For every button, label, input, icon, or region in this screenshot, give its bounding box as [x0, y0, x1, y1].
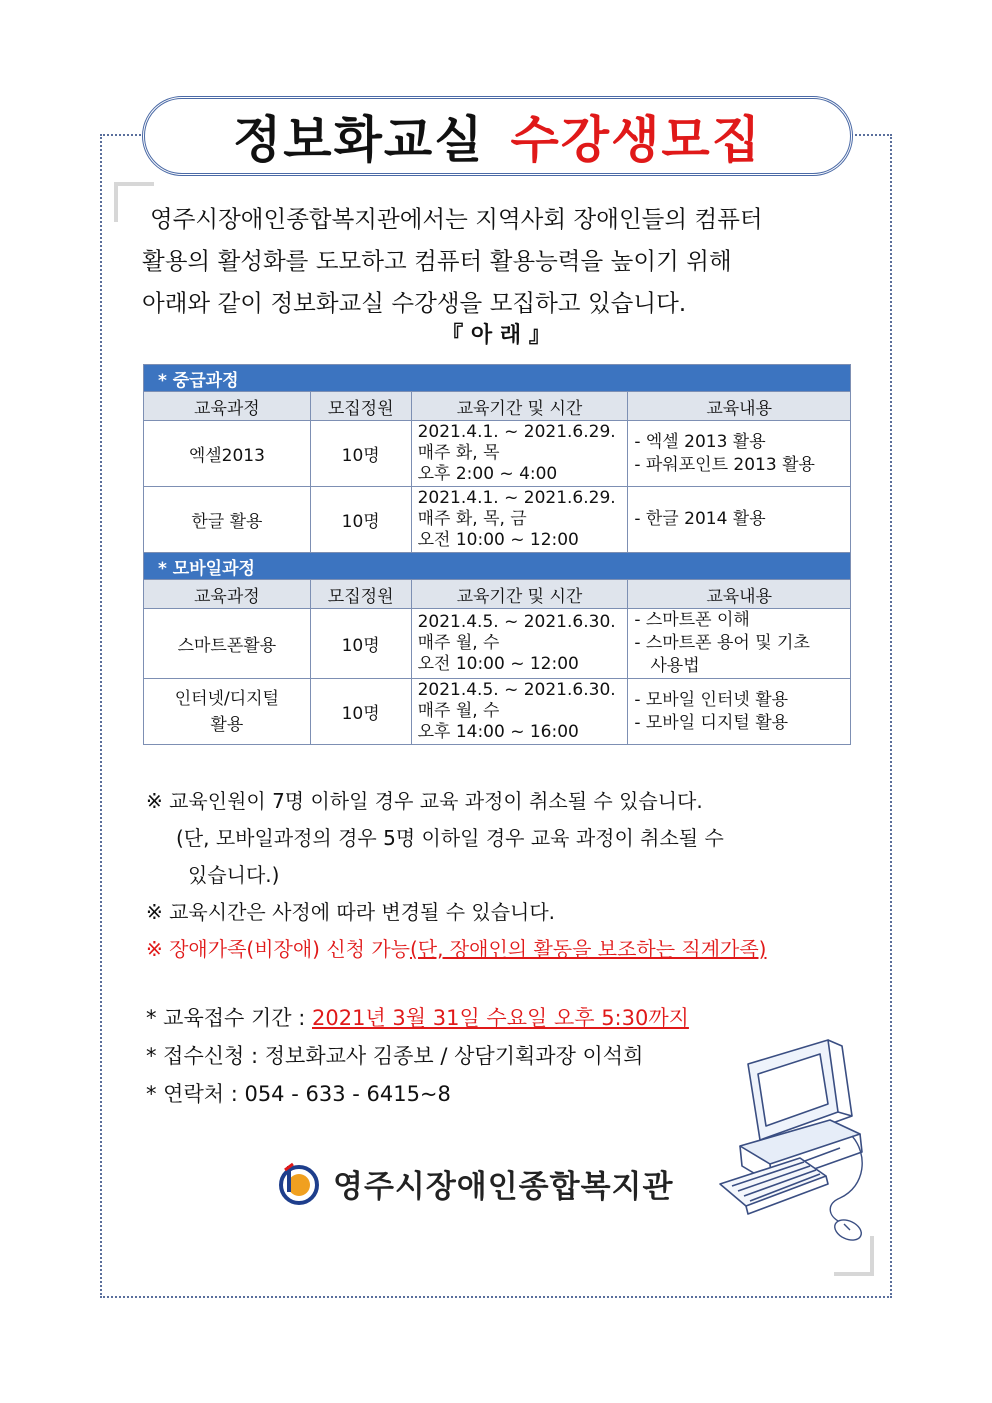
- computer-illustration: [700, 1016, 870, 1252]
- notes: [146, 783, 866, 968]
- note-line: ※ 교육인원이 7명 이하일 경우 교육 과정이 취소될 수 있습니다.: [146, 789, 703, 813]
- title-part2: 수강생모집: [510, 111, 762, 169]
- intro-line: 아래와 같이 정보화교실 수강생을 모집하고 있습니다.: [142, 289, 687, 317]
- section-header: * 중급과정: [144, 365, 851, 392]
- note-line: 있습니다.): [188, 863, 280, 887]
- col-header-content: 교육내용: [628, 580, 851, 609]
- table-row: [144, 679, 851, 745]
- course-name: 인터넷/디지털 활용: [144, 679, 311, 745]
- note-line: ※ 교육시간은 사정에 따라 변경될 수 있습니다.: [146, 900, 556, 924]
- application-info: [146, 999, 689, 1113]
- apply-period: * 교육접수 기간 : 2021년 3월 31일 수요일 오후 5:30까지: [146, 1006, 689, 1030]
- course-period: 2021.4.1. ~ 2021.6.29. 매주 화, 목, 금 오전 10:00 ~ 12:00: [411, 487, 628, 553]
- intro-line: 영주시장애인종합복지관에서는 지역사회 장애인들의 컴퓨터: [150, 205, 763, 233]
- course-content: - 엑셀 2013 활용 - 파워포인트 2013 활용: [628, 421, 851, 487]
- note-line-family: ※ 장애가족(비장애) 신청 가능(단, 장애인의 활동을 보조하는 직계가족): [146, 937, 767, 961]
- course-content: - 한글 2014 활용: [628, 487, 851, 553]
- intro-line: 활용의 활성화를 도모하고 컴퓨터 활용능력을 높이기 위해: [142, 247, 732, 275]
- course-table-intermediate: [143, 364, 851, 553]
- section-header: * 모바일과정: [144, 553, 851, 580]
- course-name: 한글 활용: [144, 487, 311, 553]
- title-banner: [142, 96, 853, 176]
- course-content: - 스마트폰 이해 - 스마트폰 용어 및 기초 사용법: [628, 609, 851, 679]
- course-period: 2021.4.1. ~ 2021.6.29. 매주 화, 목 오후 2:00 ~ 4:00: [411, 421, 628, 487]
- note-line: (단, 모바일과정의 경우 5명 이하일 경우 교육 과정이 취소될 수: [176, 826, 724, 850]
- course-period: 2021.4.5. ~ 2021.6.30. 매주 월, 수 오후 14:00 ~ 16:00: [411, 679, 628, 745]
- col-header-content: 교육내용: [628, 392, 851, 421]
- table-header-row: [144, 580, 851, 609]
- apply-contact-person: * 접수신청 : 정보화교사 김종보 / 상담기획과장 이석희: [146, 1044, 644, 1068]
- course-name: 스마트폰활용: [144, 609, 311, 679]
- table-row: [144, 487, 851, 553]
- org-name: 영주시장애인종합복지관: [333, 1168, 674, 1205]
- course-capacity: 10명: [310, 609, 411, 679]
- col-header-course: 교육과정: [144, 392, 311, 421]
- notice-heading: 『 아 래 』: [441, 323, 551, 348]
- course-capacity: 10명: [310, 487, 411, 553]
- intro-paragraph: [142, 198, 854, 324]
- col-header-course: 교육과정: [144, 580, 311, 609]
- course-table-mobile: [143, 552, 851, 745]
- table-header-row: [144, 392, 851, 421]
- col-header-capacity: 모집정원: [310, 580, 411, 609]
- title-part1: 정보화교실: [233, 111, 485, 169]
- course-content: - 모바일 인터넷 활용 - 모바일 디지털 활용: [628, 679, 851, 745]
- table-row: [144, 421, 851, 487]
- footer-organization: [277, 1160, 673, 1206]
- col-header-period: 교육기간 및 시간: [411, 392, 628, 421]
- course-name: 엑셀2013: [144, 421, 311, 487]
- col-header-period: 교육기간 및 시간: [411, 580, 628, 609]
- apply-phone: * 연락처 : 054 - 633 - 6415~8: [146, 1082, 451, 1106]
- org-logo-icon: [277, 1160, 321, 1206]
- col-header-capacity: 모집정원: [310, 392, 411, 421]
- course-capacity: 10명: [310, 679, 411, 745]
- table-row: [144, 609, 851, 679]
- course-period: 2021.4.5. ~ 2021.6.30. 매주 월, 수 오전 10:00 ~ 12:00: [411, 609, 628, 679]
- course-capacity: 10명: [310, 421, 411, 487]
